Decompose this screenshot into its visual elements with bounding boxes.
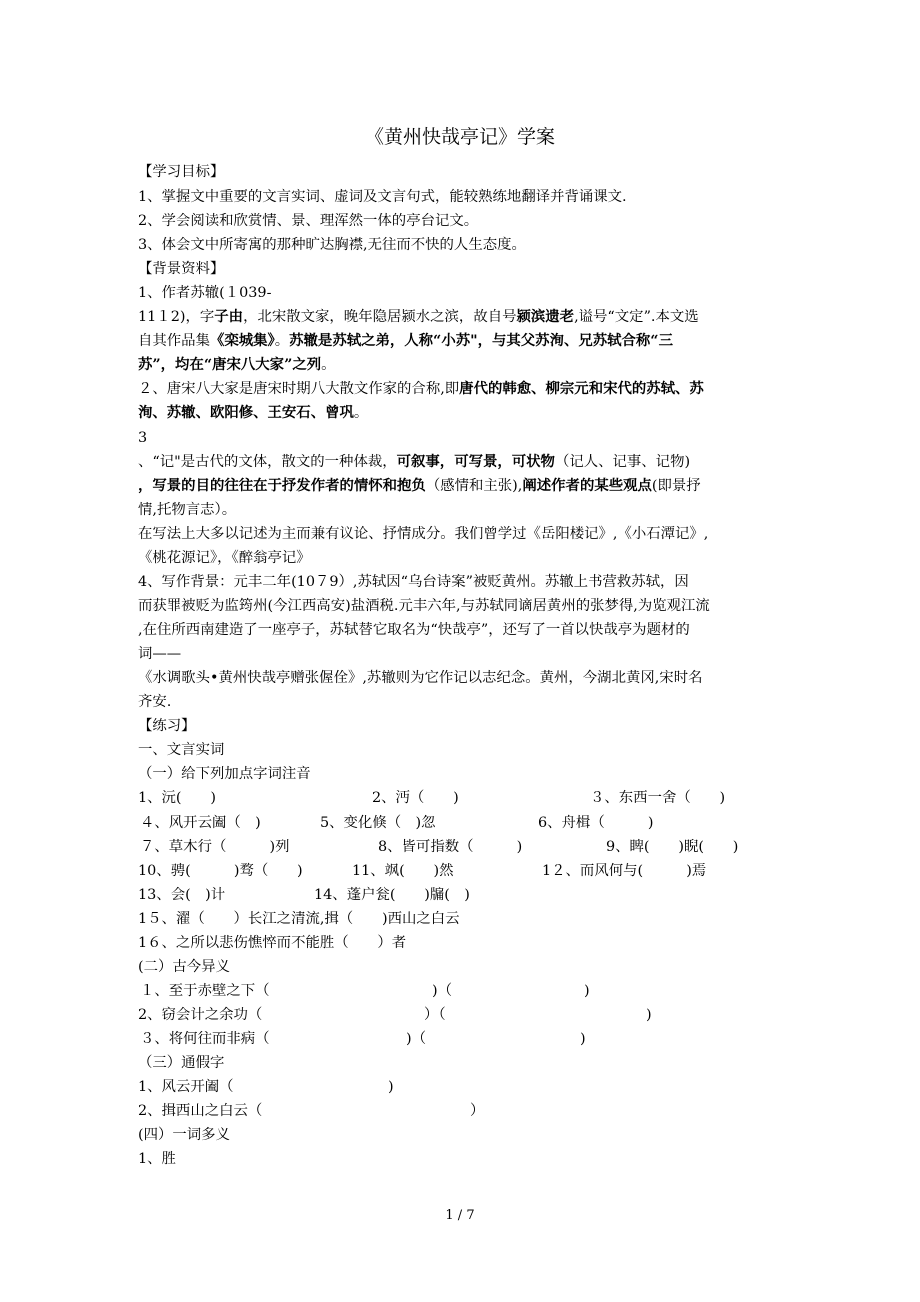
item-10: 10、骋( )骛（ ) — [138, 863, 303, 879]
objective-item-1: 1、掌握文中重要的文言实词、虚词及文言句式，能较熟练地翻译并背诵课文. — [138, 189, 627, 205]
background-heading: 【背景资料】 — [138, 261, 225, 277]
item-6: 6、舟楫（ ) — [538, 815, 654, 831]
objective-item-3: 3、体会文中所寄寓的那种旷达胸襟,无往而不快的人生态度。 — [138, 237, 526, 253]
bg-p4-line1: 4、写作背景：元丰二年(10７9）,苏轼因“乌台诗案”被贬黄州。苏辙上书营救苏轼，因 — [138, 574, 689, 590]
bg-p4-line4: 词—— — [138, 646, 182, 662]
objective-item-2: 2、学会阅读和欣赏情、景、理浑然一体的亭台记文。 — [138, 213, 479, 229]
page-number: 1 / 7 — [445, 1208, 475, 1223]
item-11: 11、飒( )然 — [352, 863, 454, 879]
item-8: 8、皆可指数（ ) — [378, 839, 523, 855]
bg-p4-line3: ,在住所西南建造了一座亭子，苏轼替它取名为“快哉亭”，还写了一首以快哉亭为题材的 — [138, 622, 690, 638]
item-14: 14、蓬户瓮( )牖( ) — [314, 887, 470, 903]
bg-p1-line2: 11１2)，字子由，北宋散文家，晚年隐居颍水之滨，故自号颍滨遗老,谥号“文定”.本文选 — [138, 308, 699, 325]
item-4: ４、风开云阖（ ) — [140, 815, 261, 831]
yici-item-1: 1、胜 — [138, 1151, 176, 1167]
bg-p1-line1: 1、作者苏辙(１039- — [138, 285, 272, 301]
item-7: ７、草木行（ )列 — [140, 839, 290, 855]
bg-p4-line2: 而获罪被贬为监筠州(今江西高安)盐酒税.元丰六年,与苏轼同谪居黄州的张梦得,为览观江流 — [138, 598, 710, 614]
bg-p1-line4: 苏”，均在“唐宋八大家”之列。 — [138, 356, 336, 373]
item-1: 1、沅( ) — [138, 790, 216, 806]
pronunciation-row-7: 1６、之所以悲伤憔悴而不能胜（ ）者 — [138, 935, 407, 951]
objectives-heading: 【学习目标】 — [138, 164, 225, 180]
item-3: ３、东西一舍（ ) — [590, 790, 726, 806]
bg-p3-line1: 、“记"是古代的文体，散文的一种体裁，可叙事，可写景，可状物（记人、记事、记物) — [138, 453, 691, 470]
item-12: 1２、而风何与( )焉 — [542, 863, 707, 879]
sub-tongjiazi: （三）通假字 — [138, 1055, 225, 1071]
bg-p2-line1: ２、唐宋八大家是唐宋时期八大散文作家的合称,即唐代的韩愈、柳宗元和宋代的苏轼、苏 — [138, 380, 704, 397]
item-2: 2、沔（ ) — [372, 790, 459, 806]
bg-p3-line2: ，写景的目的往往在于抒发作者的情怀和抱负（感情和主张),阐述作者的某些观点(即景抒 — [138, 477, 701, 494]
bg-p3-line5: 《桃花源记》，《醉翁亭记》 — [138, 550, 311, 566]
sub-gujin-yiyi: (二）古今异义 — [138, 959, 230, 975]
item-13: 13、会( )计 — [138, 887, 226, 903]
practice-heading: 【练习】 — [138, 718, 196, 734]
section-wenyan-shici: 一、文言实词 — [138, 742, 225, 758]
bg-p3-line4: 在写法上大多以记述为主而兼有议论、抒情成分。我们曾学过《岳阳楼记》,《小石潭记》, — [138, 526, 709, 542]
bg-p3-number: 3 — [138, 430, 148, 446]
item-9: 9、睥( )睨( ) — [606, 839, 739, 855]
sub-pronunciation: （一）给下列加点字词注音 — [138, 766, 311, 782]
sub-yici-duoyi: (四）一词多义 — [138, 1127, 230, 1143]
bg-p4-line5: 《水调歌头•黄州快哉亭赠张偓佺》,苏辙则为它作记以志纪念。黄州，今湖北黄冈,宋时名 — [138, 670, 703, 686]
bg-p4-line6: 齐安. — [138, 694, 172, 710]
item-5: 5、变化倏（ )忽 — [320, 815, 436, 831]
bg-p1-line3: 自其作品集《栾城集》。苏辙是苏轼之弟，人称“小苏"，与其父苏洵、兄苏轼合称“三 — [138, 332, 673, 349]
bg-p2-line2: 洵、苏辙、欧阳修、王安石、曾巩。 — [138, 404, 369, 421]
pronunciation-row-6: 1５、濯（ ）长江之清流,揖（ )西山之白云 — [138, 911, 460, 927]
page-title: 《黄州快哉亭记》学案 — [364, 126, 555, 148]
bg-p3-line3: 情,托物言志）。 — [138, 502, 237, 518]
